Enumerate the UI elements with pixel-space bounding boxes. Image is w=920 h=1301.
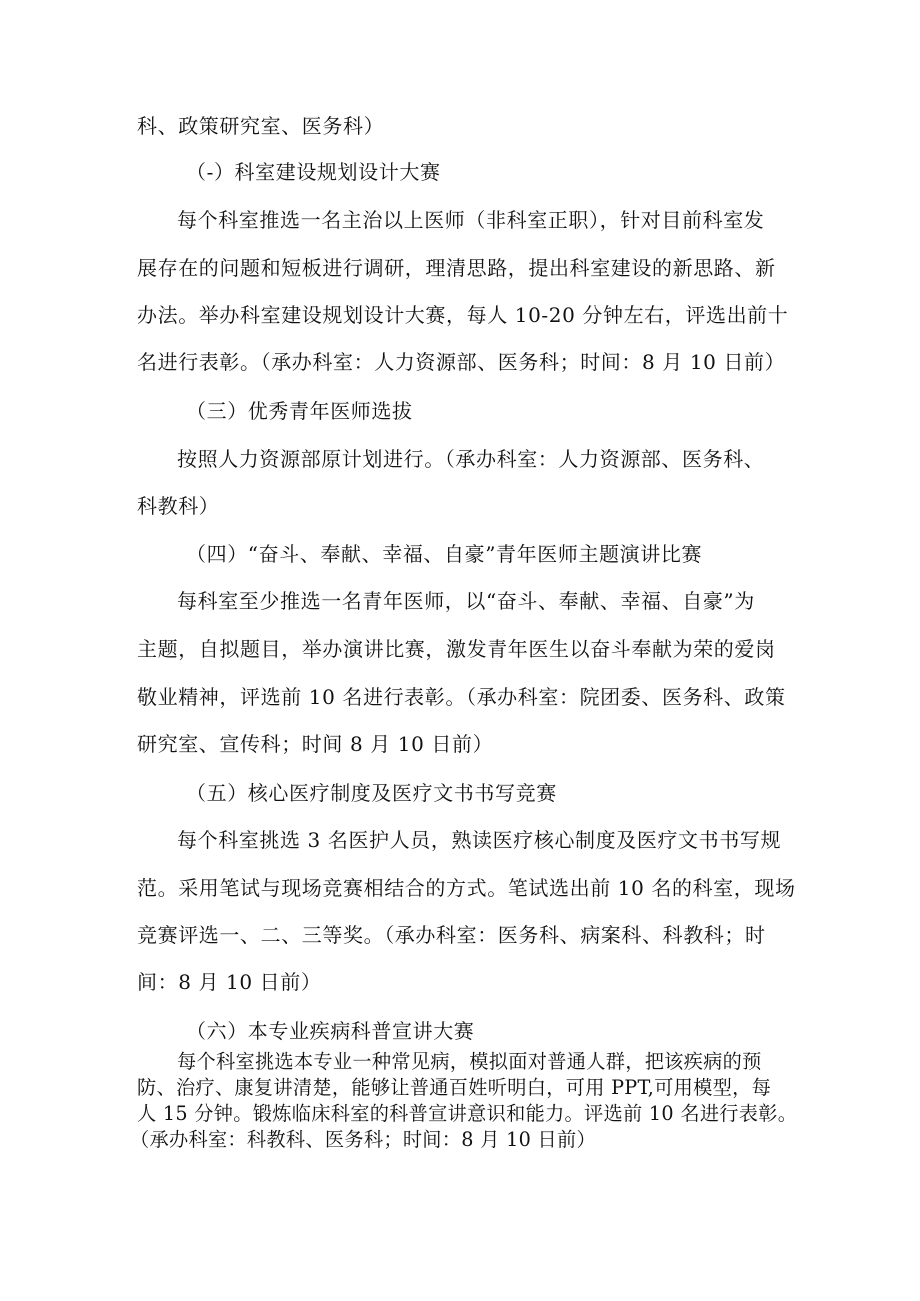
paragraph-line: 科教科） — [137, 494, 220, 518]
continuation-line: 科、政策研究室、医务科） — [137, 114, 385, 138]
paragraph-line: 按照人力资源部原计划进行。（承办科室：人力资源部、医务科、 — [177, 447, 765, 471]
section-heading-4: （四）“奋斗、奉献、幸福、自豪”青年医师主题演讲比赛 — [186, 542, 703, 566]
paragraph-line: 每个科室挑选本专业一种常见病，模拟面对普通人群，把该疾病的预 — [177, 1050, 762, 1073]
paragraph-line: 人 15 分钟。锻炼临床科室的科普宣讲意识和能力。评选前 10 名进行表彰。 — [137, 1102, 798, 1125]
paragraph-line: 竞赛评选一、二、三等奖。（承办科室：医务科、病案科、科教科；时 — [137, 923, 766, 947]
paragraph-line: 间：8 月 10 日前） — [137, 970, 322, 994]
section-heading-2: （-）科室建设规划设计大赛 — [186, 160, 441, 184]
paragraph-line: 研究室、宣传科；时间 8 月 10 日前） — [137, 732, 494, 756]
paragraph-line: 展存在的问题和短板进行调研，理清思路，提出科室建设的新思路、新 — [137, 256, 776, 280]
paragraph-line: 每个科室推选一名主治以上医师（非科室正职），针对目前科室发 — [177, 208, 765, 232]
paragraph-line: 主题，自拟题目，举办演讲比赛，激发青年医生以奋斗奉献为荣的爱岗 — [137, 637, 776, 661]
paragraph-line: （承办科室：科教科、医务科；时间：8 月 10 日前） — [130, 1128, 596, 1151]
paragraph-line: 敬业精神，评选前 10 名进行表彰。（承办科室：院团委、医务科、政策 — [137, 685, 786, 709]
paragraph-line: 每个科室挑选 3 名医护人员，熟读医疗核心制度及医疗文书书写规 — [177, 828, 782, 852]
paragraph-line: 范。采用笔试与现场竞赛相结合的方式。笔试选出前 10 名的科室，现场 — [137, 876, 796, 900]
paragraph-line: 名进行表彰。（承办科室：人力资源部、医务科；时间：8 月 10 日前） — [137, 350, 786, 374]
paragraph-line: 每科室至少推选一名青年医师，以“奋斗、奉献、幸福、自豪”为 — [177, 589, 755, 613]
paragraph-line: 办法。举办科室建设规划设计大赛，每人 10-20 分钟左右，评选出前十 — [137, 303, 789, 327]
section-heading-5: （五）核心医疗制度及医疗文书书写竞赛 — [186, 781, 557, 805]
section-heading-6: （六）本专业疾病科普宣讲大赛 — [186, 1019, 475, 1043]
paragraph-line: 防、治疗、康复讲清楚，能够让普通百姓听明白，可用 PPT,可用模型，每 — [137, 1076, 772, 1099]
section-heading-3: （三）优秀青年医师选拔 — [186, 399, 413, 423]
